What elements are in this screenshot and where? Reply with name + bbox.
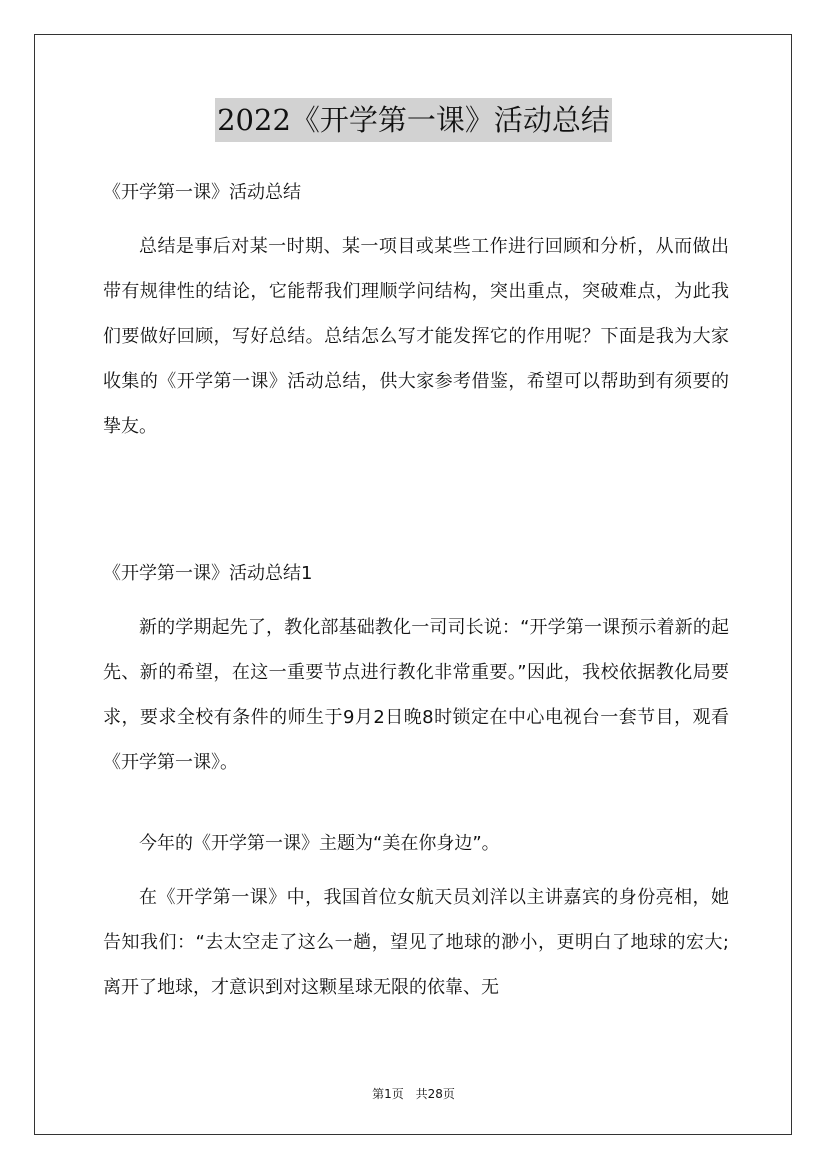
document-title-text: 2022《开学第一课》活动总结 — [215, 98, 612, 142]
section-paragraph: 今年的《开学第一课》主题为“美在你身边”。 — [139, 833, 500, 854]
section-heading: 《开学第一课》活动总结1 — [103, 563, 313, 584]
page-footer — [0, 1085, 827, 1102]
page-number: 第1页 — [372, 1087, 404, 1101]
section-paragraph: 在《开学第一课》中，我国首位女航天员刘洋以主讲嘉宾的身份亮相，她告知我们：“去太空走了这么一趟，望见了地球的渺小，更明白了地球的宏大;离开了地球，才意识到对这颗星球无限的依靠、无 — [103, 887, 729, 998]
document-title — [0, 98, 827, 142]
document-subtitle: 《开学第一课》活动总结 — [103, 182, 301, 203]
section-paragraph: 新的学期起先了，教化部基础教化一司司长说：“开学第一课预示着新的起先、新的希望，在这一重要节点进行教化非常重要。”因此，我校依据教化局要求，要求全校有条件的师生于9月2日晚8时锁定在中心电视台一套节目，观看《开学第一课》。 — [103, 617, 729, 773]
page-total: 共28页 — [415, 1087, 455, 1101]
intro-paragraph: 总结是事后对某一时期、某一项目或某些工作进行回顾和分析，从而做出带有规律性的结论，它能帮我们理顺学问结构，突出重点，突破难点，为此我们要做好回顾，写好总结。总结怎么写才能发挥它的作用呢？下面是我为大家收集的《开学第一课》活动总结，供大家参考借鉴，希望可以帮助到有须要的挚友。 — [103, 236, 729, 437]
